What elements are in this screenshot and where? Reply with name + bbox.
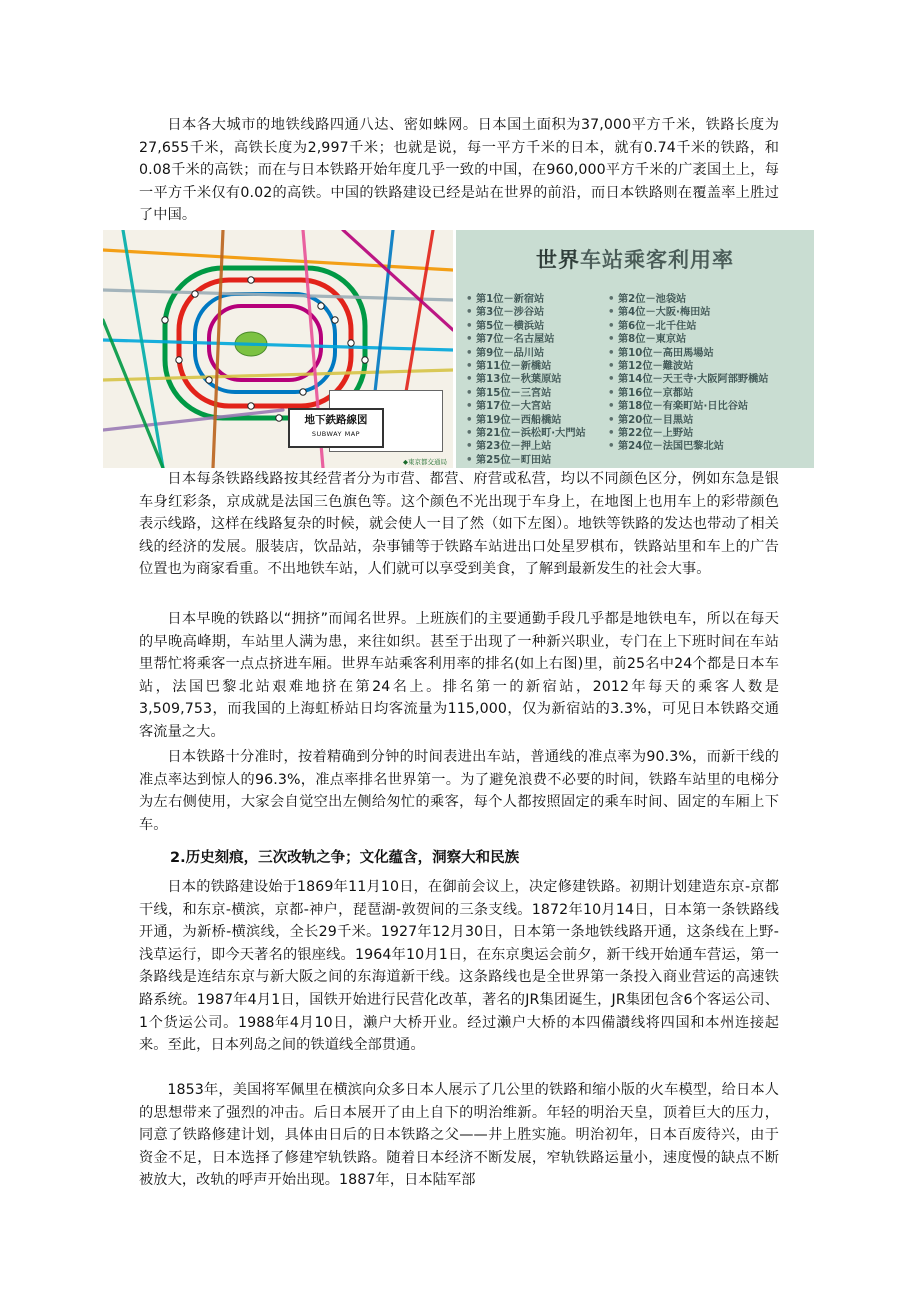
bullet-icon: •: [466, 334, 473, 346]
left-rank-item: [466, 387, 586, 400]
left-rank-item: [466, 400, 586, 413]
bullet-icon: •: [608, 428, 615, 440]
left-rank-item: [466, 454, 586, 467]
station-dot-8: [248, 403, 254, 409]
right-rank-item: [608, 347, 768, 360]
map-title-en: SUBWAY MAP: [311, 430, 361, 438]
subway-line-2: [103, 340, 453, 350]
bullet-icon: •: [608, 307, 615, 319]
rank-text: 第15位－三宮站: [476, 387, 552, 399]
station-dot-3: [332, 317, 338, 323]
left-rank-item: [466, 293, 586, 306]
bullet-icon: •: [608, 387, 615, 399]
paragraph-meiji: 1853年，美国将军佩里在横滨向众多日本人展示了几公里的铁路和缩小版的火车模型，给日本人的思想带来了强烈的冲击。后日本展开了由上自下的明治维新。年轻的明治天皇，顶着巨大的压力，同意了铁路修建计划，具体由日后的日本铁路之父——井上胜实施。明治初年，日本百废待兴，由于资金不足，日本选择了修建窄轨铁路。随着日本经济不断发展，窄轨铁路运量小，速度慢的缺点不断被放大，改轨的呼声开始出现。1887年，日本陆军部: [139, 1082, 779, 1189]
ranking-left-column: [466, 293, 586, 467]
bullet-icon: •: [608, 347, 615, 359]
left-rank-item: [466, 427, 586, 440]
subway-line-11: [343, 230, 453, 330]
map-title-box: [288, 408, 384, 448]
right-rank-item: [608, 293, 768, 306]
bullet-icon: •: [608, 294, 615, 305]
rank-text: 第11位－新橋站: [476, 361, 552, 373]
station-dot-6: [206, 377, 212, 383]
bullet-icon: •: [608, 334, 615, 346]
bullet-icon: •: [608, 401, 615, 413]
paragraph-punctuality: 日本铁路十分准时，按着精确到分钟的时间表进出车站，普通线的准点率为90.3%，而新干线的准点率达到惊人的96.3%，准点率排名世界第一。为了避免浪费不必要的时间，铁路车站里的电梯分为左右侧使用，大家会自觉空出左侧给匆忙的乘客，每个人都按照固定的乘车时间、固定的车厢上下车。: [139, 749, 779, 833]
rank-text: 第12位－難波站: [618, 361, 694, 373]
right-rank-item: [608, 333, 768, 346]
paragraph-railway-density: 日本各大城市的地铁线路四通八达、密如蛛网。日本国土面积为37,000平方千米，铁路长度为27,655千米，高铁长度为2,997千米；也就是说，每一平方千米的日本，就有0.74千米的铁路，和0.08千米的高铁；而在与日本铁路开始年度几乎一致的中国，在960,000平方千米的广袤国土上，每一平方千米仅有0.02的高铁。中国的铁路建设已经是站在世界的前沿，而日本铁路则在覆盖率上胜过了中国。: [139, 117, 779, 224]
rank-text: 第17位－大宮站: [476, 401, 552, 413]
paragraph-history: 日本的铁路建设始于1869年11月10日，在御前会议上，决定修建铁路。初期计划建造东京-京都干线，和东京-横滨，京都-神户，琵琶湖-敦贺间的三条支线。1872年10月14日，日本第一条铁路线开通，为新桥-横滨线，全长29千米。1927年12月30日，日本第一条地铁线路开通，这条线在上野-浅草运行，即今天著名的银座线。1964年10月1日，在东京奥运会前夕，新干线开始通车营运，第一条路线是连结东京与新大阪之间的东海道新干线。这条路线也是全世界第一条投入商业营运的高速铁路系统。1987年4月1日，国铁开始进行民营化改革，著名的JR集团诞生，JR集团包含6个客运公司、1个货运公司。1988年4月10日，濑户大桥开业。经过濑户大桥的本四備讃线将四国和本州连接起来。至此，日本列岛之间的铁道线全部贯通。: [139, 879, 779, 1054]
station-dot-2: [248, 277, 254, 283]
station-dot-0: [162, 317, 168, 323]
rank-text: 第22位－上野站: [618, 428, 694, 440]
bullet-icon: •: [466, 294, 473, 305]
right-rank-item: [608, 306, 768, 319]
rank-text: 第10位－高田馬場站: [618, 347, 714, 359]
rank-text: 第16位－京都站: [618, 387, 694, 399]
map-title-cn: 地下鉄路線図: [304, 414, 368, 426]
right-rank-item: [608, 360, 768, 373]
rank-text: 第19位－西船橋站: [476, 414, 562, 426]
right-rank-item: [608, 320, 768, 333]
paragraph-crowding: 日本早晚的铁路以“拥挤”而闻名世界。上班族们的主要通勤手段几乎都是地铁电车，所以在每天的早晚高峰期，车站里人满为患，来往如织。甚至于出现了一种新兴职业，专门在上下班时间在车站里帮忙将乘客一点点挤进车厢。世界车站乘客利用率的排名(如上右图)里，前25名中24个都是日本车站，法国巴黎北站艰难地挤在第24名上。排名第一的新宿站，2012年每天的乘客人数是3,509,753，而我国的上海虹桥站日均客流量为115,000，仅为新宿站的3.3%，可见日本铁路交通客流量之大。: [139, 611, 779, 740]
rank-text: 第1位－新宿站: [476, 294, 545, 305]
left-rank-item: [466, 373, 586, 386]
rank-text: 第23位－押上站: [476, 441, 552, 453]
station-dot-1: [192, 291, 198, 297]
right-rank-item: [608, 427, 768, 440]
rank-text: 第3位－涉谷站: [476, 307, 545, 319]
rank-text: 第8位－東京站: [618, 334, 687, 346]
paragraph-line-colors: 日本每条铁路线路按其经营者分为市营、都营、府营或私营，均以不同颜色区分，例如东急是银车身红彩条，京成就是法国三色旗色等。这个颜色不光出现于车身上，在地图上也用车上的彩带颜色表示线路，这样在线路复杂的时候，就会使人一目了然（如下左图）。地铁等铁路的发达也带动了相关线的经济的发展。服装店，饮品站，杂事铺等于铁路车站进出口处星罗棋布，铁路站里和车上的广告位置也为商家看重。不出地铁车站，人们就可以享受到美食，了解到最新发生的社会大事。: [139, 471, 779, 578]
rank-text: 第7位－名古屋站: [476, 334, 555, 346]
bullet-icon: •: [466, 401, 473, 413]
subway-line-1: [103, 290, 453, 300]
right-rank-item: [608, 387, 768, 400]
bullet-icon: •: [466, 374, 473, 386]
rank-text: 第20位－目黒站: [618, 414, 694, 426]
rank-text: 第9位－品川站: [476, 347, 545, 359]
station-dot-5: [276, 415, 282, 421]
station-dot-10: [176, 357, 182, 363]
board-title-rest: 车站乘客利用率: [580, 248, 734, 272]
left-rank-item: [466, 320, 586, 333]
ranking-right-column: [608, 293, 768, 454]
bullet-icon: •: [466, 361, 473, 373]
rank-text: 第18位－有楽町站·日比谷站: [618, 401, 749, 413]
rank-text: 第24位－法国巴黎北站: [618, 441, 724, 453]
subway-line-9: [403, 230, 433, 410]
board-title: [456, 244, 814, 274]
bullet-icon: •: [466, 307, 473, 319]
bullet-icon: •: [608, 414, 615, 426]
bullet-icon: •: [466, 320, 473, 332]
bullet-icon: •: [608, 441, 615, 453]
rank-text: 第5位－横浜站: [476, 320, 545, 332]
station-ranking-image: [456, 230, 814, 468]
rank-text: 第2位－池袋站: [618, 294, 687, 305]
subway-map-image: [103, 230, 453, 468]
bullet-icon: •: [608, 374, 615, 386]
station-dot-9: [348, 340, 354, 346]
right-rank-item: [608, 440, 768, 453]
bullet-icon: •: [466, 454, 473, 466]
bullet-icon: •: [466, 414, 473, 426]
station-dot-11: [300, 389, 306, 395]
bullet-icon: •: [466, 428, 473, 440]
rank-text: 第6位－北千住站: [618, 320, 697, 332]
rank-text: 第21位－浜松町·大門站: [476, 428, 586, 440]
left-rank-item: [466, 347, 586, 360]
bullet-icon: •: [466, 347, 473, 359]
left-rank-item: [466, 440, 586, 453]
left-rank-item: [466, 360, 586, 373]
right-rank-item: [608, 373, 768, 386]
right-rank-item: [608, 414, 768, 427]
station-dot-7: [318, 303, 324, 309]
station-dot-4: [362, 357, 368, 363]
board-title-highlight: 世界: [536, 248, 580, 272]
rank-text: 第14位－天王寺·大阪阿部野橋站: [618, 374, 769, 386]
rank-text: 第4位－大阪·梅田站: [618, 307, 711, 319]
left-rank-item: [466, 306, 586, 319]
right-rank-item: [608, 400, 768, 413]
left-rank-item: [466, 414, 586, 427]
subway-line-5: [123, 230, 163, 468]
section-heading: 2.历史刻痕，三次改轨之争；文化蕴含，洞察大和民族: [170, 850, 520, 866]
subway-line-8: [373, 230, 393, 410]
bullet-icon: •: [466, 387, 473, 399]
map-footer-logo: ◆東京都交通局: [403, 458, 447, 466]
rank-text: 第13位－秋葉原站: [476, 374, 562, 386]
bullet-icon: •: [466, 441, 473, 453]
bullet-icon: •: [608, 320, 615, 332]
left-rank-item: [466, 333, 586, 346]
rank-text: 第25位－町田站: [476, 454, 552, 466]
bullet-icon: •: [608, 361, 615, 373]
